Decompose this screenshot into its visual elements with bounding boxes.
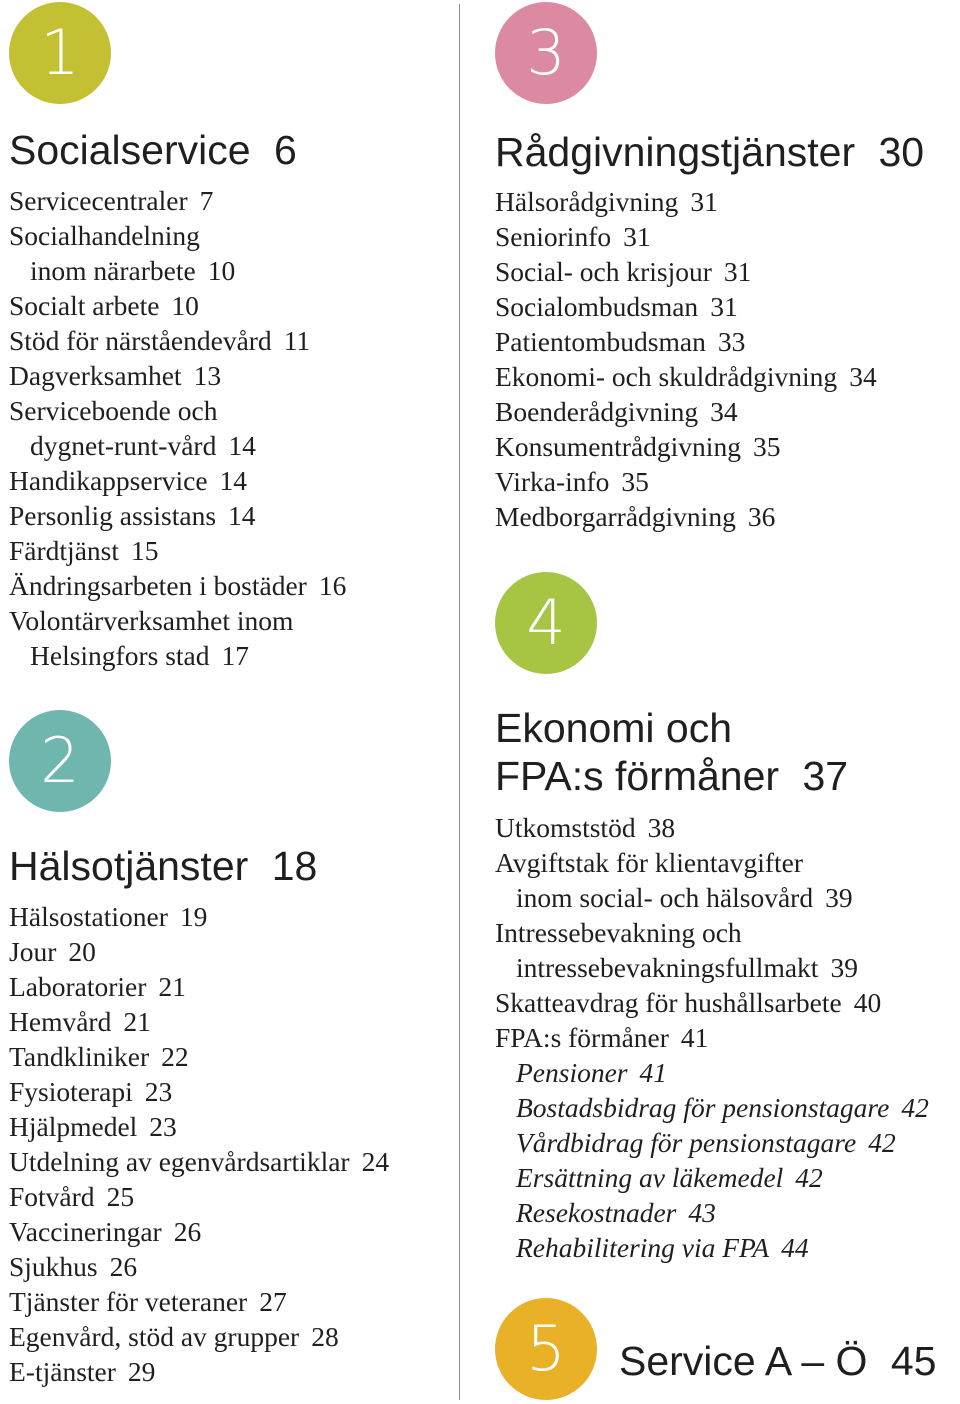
toc-entry[interactable]: inom social- och hälsovård 39 (516, 882, 853, 913)
section-4-page: 37 (802, 753, 849, 799)
toc-entry[interactable]: Medborgarrådgivning 36 (495, 501, 776, 532)
toc-entry[interactable]: Sjukhus 26 (9, 1251, 138, 1282)
toc-entry[interactable]: Dagverksamhet 13 (9, 360, 222, 391)
toc-entry[interactable]: Hälsorådgivning 31 (495, 186, 718, 217)
toc-entry[interactable]: intressebevakningsfullmakt 39 (516, 952, 858, 983)
toc-entry[interactable]: Patientombudsman 33 (495, 326, 746, 357)
section-3-title: Rådgivningstjänster (495, 129, 856, 175)
section-3-badge: 3 (495, 2, 597, 104)
toc-entry[interactable]: Serviceboende och (9, 395, 218, 426)
toc-entry[interactable]: Fotvård 25 (9, 1181, 135, 1212)
toc-entry[interactable]: Resekostnader 43 (516, 1197, 716, 1228)
section-2-heading[interactable] (9, 842, 317, 890)
section-3-list (495, 184, 877, 534)
section-2-list (9, 899, 389, 1389)
toc-entry[interactable]: Färdtjänst 15 (9, 535, 159, 566)
toc-entry[interactable]: Jour 20 (9, 936, 96, 967)
toc-entry[interactable]: Avgiftstak för klientavgifter (495, 847, 804, 878)
toc-entry[interactable]: Konsumentrådgivning 35 (495, 431, 781, 462)
toc-entry[interactable]: Personlig assistans 14 (9, 500, 256, 531)
toc-entry[interactable]: Intressebevakning och (495, 917, 742, 948)
toc-entry[interactable]: E-tjänster 29 (9, 1356, 156, 1387)
toc-entry[interactable]: Utdelning av egenvårdsartiklar 24 (9, 1146, 390, 1177)
toc-entry[interactable]: Hemvård 21 (9, 1006, 151, 1037)
section-4-badge: 4 (495, 572, 597, 674)
column-divider (459, 4, 460, 1400)
toc-entry[interactable]: Social- och krisjour 31 (495, 256, 752, 287)
toc-entry[interactable]: Ersättning av läkemedel 42 (516, 1162, 823, 1193)
toc-entry[interactable]: Skatteavdrag för hushållsarbete 40 (495, 987, 882, 1018)
toc-entry[interactable]: Ekonomi- och skuldrådgivning 34 (495, 361, 877, 392)
toc-entry[interactable]: Hälsostationer 19 (9, 901, 208, 932)
toc-entry[interactable]: dygnet-runt-vård 14 (30, 430, 256, 461)
toc-entry[interactable]: Socialombudsman 31 (495, 291, 738, 322)
toc-entry[interactable]: Hjälpmedel 23 (9, 1111, 177, 1142)
toc-entry[interactable]: Virka-info 35 (495, 466, 649, 497)
toc-entry[interactable]: Boenderådgivning 34 (495, 396, 738, 427)
section-1-list (9, 183, 346, 673)
section-1-page: 6 (273, 127, 297, 173)
toc-entry[interactable]: Rehabilitering via FPA 44 (516, 1232, 809, 1263)
toc-entry[interactable]: Fysioterapi 23 (9, 1076, 173, 1107)
toc-entry[interactable]: Tjänster för veteraner 27 (9, 1286, 287, 1317)
section-4-heading[interactable] (495, 704, 848, 800)
section-2-page: 18 (271, 843, 318, 889)
section-2-title: Hälsotjänster (9, 843, 249, 889)
section-3-heading[interactable] (495, 128, 924, 176)
toc-entry[interactable]: Servicecentraler 7 (9, 185, 214, 216)
toc-entry[interactable]: Stöd för närståendevård 11 (9, 325, 311, 356)
toc-entry[interactable]: Laboratorier 21 (9, 971, 186, 1002)
toc-entry[interactable]: Socialhandelning (9, 220, 200, 251)
toc-entry[interactable]: Bostadsbidrag för pensionstagare 42 (516, 1092, 929, 1123)
section-2-badge: 2 (9, 710, 111, 812)
section-5-heading[interactable] (619, 1337, 936, 1385)
toc-entry[interactable]: Handikappservice 14 (9, 465, 248, 496)
toc-entry[interactable]: FPA:s förmåner 41 (495, 1022, 709, 1053)
toc-entry[interactable]: Volontärverksamhet inom (9, 605, 294, 636)
toc-entry[interactable]: Helsingfors stad 17 (30, 640, 249, 671)
toc-entry[interactable]: Pensioner 41 (516, 1057, 668, 1088)
toc-entry[interactable]: Egenvård, stöd av grupper 28 (9, 1321, 339, 1352)
section-1-title: Socialservice (9, 127, 251, 173)
toc-entry[interactable]: Socialt arbete 10 (9, 290, 199, 321)
section-4-title-line2: FPA:s förmåner (495, 753, 780, 799)
section-5-page: 45 (890, 1338, 937, 1384)
toc-entry[interactable]: Seniorinfo 31 (495, 221, 651, 252)
toc-entry[interactable]: Vaccineringar 26 (9, 1216, 202, 1247)
section-4-title-line1: Ekonomi och (495, 705, 733, 751)
section-4-list (495, 810, 929, 1265)
toc-entry[interactable]: Ändringsarbeten i bostäder 16 (9, 570, 347, 601)
section-5-title: Service A – Ö (619, 1338, 868, 1384)
section-3-page: 30 (878, 129, 925, 175)
toc-entry[interactable]: Vårdbidrag för pensionstagare 42 (516, 1127, 896, 1158)
toc-entry[interactable]: inom närarbete 10 (30, 255, 236, 286)
section-5-badge: 5 (495, 1298, 597, 1400)
toc-entry[interactable]: Tandkliniker 22 (9, 1041, 189, 1072)
section-1-heading[interactable] (9, 126, 297, 174)
toc-entry[interactable]: Utkomststöd 38 (495, 812, 676, 843)
section-1-badge: 1 (9, 2, 111, 104)
